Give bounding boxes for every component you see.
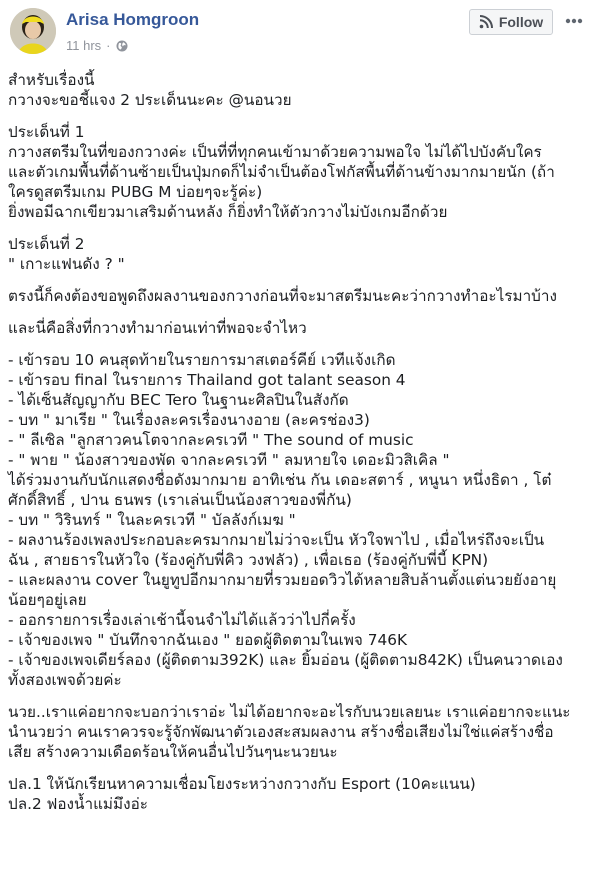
post-header [0, 0, 592, 62]
post-paragraph [8, 774, 584, 814]
post-text-line: ปล.2 ฟองน้ำแม่มึงอ่ะ [8, 795, 148, 813]
timestamp[interactable]: 11 hrs [66, 38, 102, 53]
rss-icon [479, 15, 493, 29]
post-paragraph [8, 286, 584, 306]
post-text-line: เสีย สร้างความเดือดร้อนให้คนอื่นไปวันๆนะนวยนะ [8, 743, 338, 761]
post-text-line: - " พาย " น้องสาวของพัด จากละครเวที " ลมหายใจ เดอะมิวสิเคิล " [8, 451, 450, 469]
more-options-button[interactable] [563, 10, 585, 32]
post-paragraph [8, 70, 584, 110]
post-text-line: - ได้เซ็นสัญญากับ BEC Tero ในฐานะศิลปินในสังกัด [8, 391, 349, 409]
post-text-line: ตรงนี้ก็คงต้องขอพูดถึงผลงานของกวางก่อนที่จะมาสตรีมนะคะว่ากวางทำอะไรมาบ้าง [8, 287, 557, 305]
post-text-line: และนี่คือสิ่งที่กวางทำมาก่อนเท่าที่พอจะจำไหว [8, 319, 307, 337]
post-text-line: ใครดูสตรีมเกม PUBG M บ่อยๆจะรู้ค่ะ) [8, 183, 263, 201]
post-paragraph [8, 234, 584, 274]
post-text-line: " เกาะแฟนดัง ? " [8, 255, 125, 273]
post-text-line: - และผลงาน cover ในยูทูปอีกมากมายที่รวมยอดวิวได้หลายสิบล้านตั้งแต่นวยยังอายุ [8, 571, 557, 589]
post-text-line: ประเด็นที่ 1 [8, 123, 85, 141]
post-paragraph [8, 350, 584, 690]
avatar[interactable] [10, 8, 56, 54]
post-text-line: ทั้งสองเพจด้วยค่ะ [8, 671, 122, 689]
post-text-line: ศักดิ์สิทธิ์ , ปาน ธนพร (เราเล่นเป็นน้องสาวของพี่กัน) [8, 491, 352, 509]
post-text-line: นวย..เราแค่อยากจะบอกว่าเราอ่ะ ไม่ได้อยากจะอะไรกับนวยเลยนะ เราแค่อยากจะแนะ [8, 703, 571, 721]
post-text-line: - ออกรายการเรื่องเล่าเช้านี้จนจำไม่ได้แล้วว่าไปกี่ครั้ง [8, 611, 356, 629]
post-body [8, 70, 584, 826]
post-text-line: - เจ้าของเพจเดียร์ลอง (ผู้ติดตาม392K) และ ยิ้มอ่อน (ผู้ติดตาม842K) เป็นคนวาดเอง [8, 651, 563, 669]
post-text-line: - เข้ารอบ final ในรายการ Thailand got talant season 4 [8, 371, 406, 389]
post-paragraph [8, 702, 584, 762]
globe-icon[interactable] [116, 40, 128, 52]
post-paragraph [8, 122, 584, 222]
post-text-line: กวางสตรีมในที่ของกวางค่ะ เป็นที่ที่ทุกคนเข้ามาด้วยความพอใจ ไม่ได้ไปบังคับใคร [8, 143, 542, 161]
post-text-line: น้อยๆอยู่เลย [8, 591, 87, 609]
meta-separator: · [106, 38, 111, 53]
post-text-line: และตัวเกมพื้นที่ด้านซ้ายเป็นปุ่มกดก็ไม่จำเป็นต้องโฟกัสพื้นที่ด้านข้างมากมายนัก (ถ้า [8, 163, 555, 181]
post-text-line: - ผลงานร้องเพลงประกอบละครมากมายไม่ว่าจะเป็น หัวใจพาไป , เมื่อไหร่ถึงจะเป็น [8, 531, 545, 549]
follow-label: Follow [498, 14, 544, 30]
post-paragraph [8, 318, 584, 338]
post-text-line: สำหรับเรื่องนี้ [8, 71, 95, 89]
follow-button[interactable] [469, 9, 553, 35]
post-text-line: กวางจะขอชี้แจง 2 ประเด็นนะคะ @นอนวย [8, 91, 292, 109]
post-text-line: - " ลีเซิล "ลูกสาวคนโตจากละครเวที " The sound of music [8, 431, 414, 449]
post-text-line: - เจ้าของเพจ " บันทึกจากฉันเอง " ยอดผู้ติดตามในเพจ 746K [8, 631, 407, 649]
post-text-line: - บท " วิรินทร์ " ในละครเวที " บัลลังก์เมฆ " [8, 511, 296, 529]
post-text-line: ปล.1 ให้นักเรียนหาความเชื่อมโยงระหว่างกวางกับ Esport (10คะแนน) [8, 775, 476, 793]
avatar-photo [10, 8, 56, 54]
author-name[interactable]: Arisa Homgroon [66, 10, 200, 29]
post-text-line: - เข้ารอบ 10 คนสุดท้ายในรายการมาสเตอร์คีย์ เวทีแจ้งเกิด [8, 351, 396, 369]
post-text-line: ได้ร่วมงานกับนักแสดงชื่อดังมากมาย อาทิเช่น กัน เดอะสตาร์ , หนูนา หนึ่งธิดา , โต๋ [8, 471, 552, 489]
post-meta [66, 38, 128, 53]
post-text-line: นำนวยว่า คนเราควรจะรู้จักพัฒนาตัวเองสะสมผลงาน สร้างชื่อเสียงไม่ใช่แค่สร้างชื่อ [8, 723, 554, 741]
post-text-line: - บท " มาเรีย " ในเรื่องละครเรื่องนางอาย (ละครช่อง3) [8, 411, 370, 429]
post-text-line: ฉัน , สายธารในหัวใจ (ร้องคู่กับพี่คิว วงฟลัว) , เพื่อเธอ (ร้องคู่กับพี่บี้ KPN) [8, 551, 489, 569]
more-icon [565, 18, 583, 24]
post-text-line: ยิ่งพอมีฉากเขียวมาเสริมด้านหลัง ก็ยิ่งทำให้ตัวกวางไม่บังเกมอีกด้วย [8, 203, 448, 221]
post-text-line: ประเด็นที่ 2 [8, 235, 85, 253]
